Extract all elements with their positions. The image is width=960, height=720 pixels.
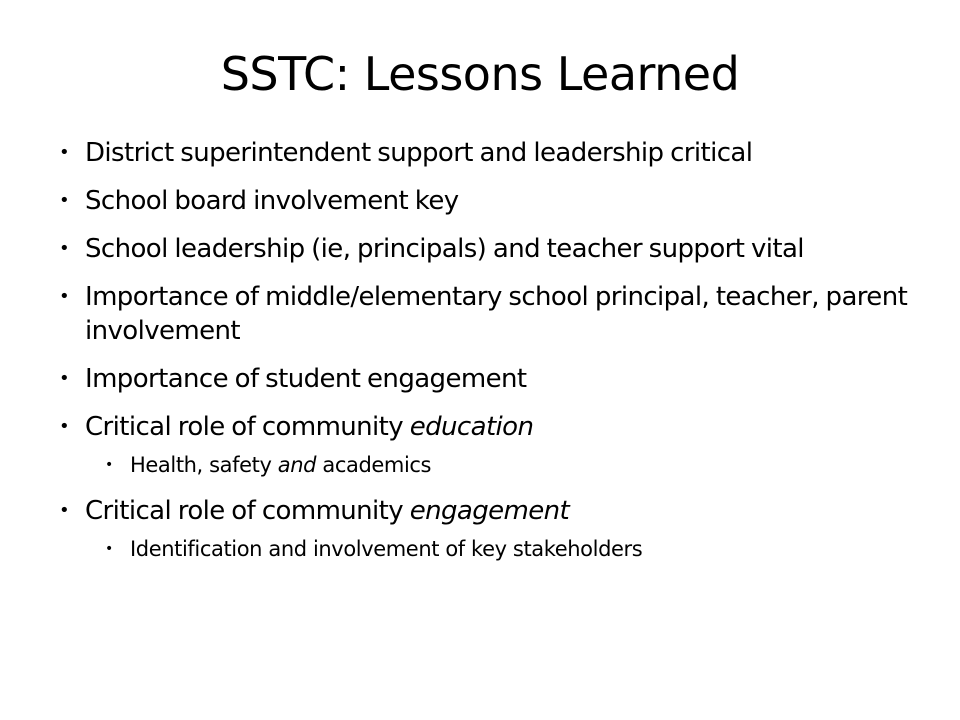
bullet-item [58, 362, 918, 396]
bullet-icon: • [59, 500, 70, 521]
sub-bullet-icon: • [105, 541, 113, 557]
bullet-icon: • [59, 238, 70, 259]
bullet-list [58, 136, 918, 578]
bullet-text: Importance of middle/elementary school principal, teacher, parent involvement [85, 282, 908, 346]
bullet-icon: • [59, 286, 70, 307]
bullet-item [58, 410, 918, 444]
bullet-text: Importance of student engagement [85, 364, 527, 394]
sub-bullet-item [58, 452, 918, 478]
bullet-text-emphasis: education [409, 412, 534, 442]
bullet-text-plain: Critical role of community [85, 412, 410, 442]
bullet-text-plain: Critical role of community [85, 496, 410, 526]
sub-bullet-text-emphasis: and [277, 453, 317, 477]
bullet-text: District superintendent support and leadership critical [85, 138, 753, 168]
bullet-icon: • [59, 142, 70, 163]
bullet-icon: • [59, 190, 70, 211]
bullet-text-emphasis: engagement [409, 496, 570, 526]
bullet-item [58, 232, 918, 266]
bullet-item [58, 136, 918, 170]
slide-title: SSTC: Lessons Learned [220, 47, 740, 101]
sub-bullet-text-post: academics [316, 453, 432, 477]
bullet-item [58, 280, 918, 348]
sub-bullet-text-pre: Health, safety [130, 453, 278, 477]
sub-bullet-item [58, 536, 918, 562]
bullet-icon: • [59, 368, 70, 389]
bullet-item [58, 494, 918, 528]
sub-bullet-text: Identification and involvement of key stakeholders [130, 537, 643, 561]
bullet-text: School leadership (ie, principals) and teacher support vital [85, 234, 804, 264]
bullet-icon: • [59, 416, 70, 437]
bullet-item [58, 184, 918, 218]
bullet-text: School board involvement key [85, 186, 459, 216]
sub-bullet-icon: • [105, 457, 113, 473]
